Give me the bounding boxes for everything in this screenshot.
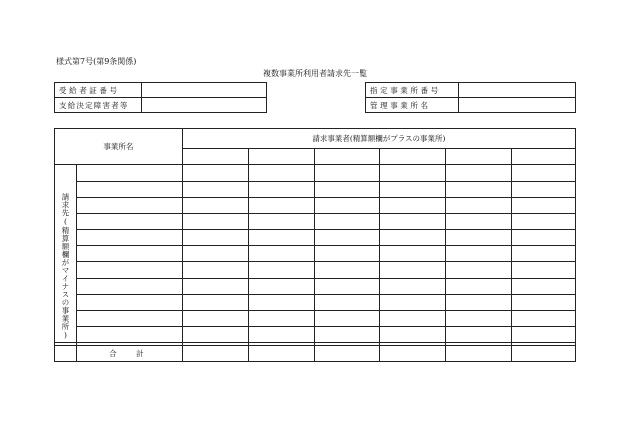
target-office-name-cell[interactable] bbox=[76, 165, 182, 182]
amount-cell[interactable] bbox=[446, 198, 512, 214]
amount-cell[interactable] bbox=[446, 214, 512, 230]
total-amount-cell[interactable] bbox=[512, 346, 576, 362]
amount-cell[interactable] bbox=[380, 182, 446, 198]
office-name-header: 事業所名 bbox=[55, 129, 183, 165]
amount-cell[interactable] bbox=[380, 165, 446, 182]
designated-office-label: 指定事業所番号 bbox=[366, 83, 459, 98]
amount-cell[interactable] bbox=[182, 165, 248, 182]
amount-cell[interactable] bbox=[512, 182, 576, 198]
amount-cell[interactable] bbox=[380, 230, 446, 246]
amount-cell[interactable] bbox=[512, 198, 576, 214]
amount-cell[interactable] bbox=[248, 182, 314, 198]
amount-cell[interactable] bbox=[182, 182, 248, 198]
managing-office-label: 管理事業所名 bbox=[366, 98, 459, 113]
amount-cell[interactable] bbox=[512, 230, 576, 246]
target-office-name-cell[interactable] bbox=[76, 326, 182, 342]
amount-cell[interactable] bbox=[248, 165, 314, 182]
target-office-name-cell[interactable] bbox=[76, 294, 182, 310]
amount-cell[interactable] bbox=[380, 294, 446, 310]
amount-cell[interactable] bbox=[446, 182, 512, 198]
amount-cell[interactable] bbox=[182, 278, 248, 294]
amount-cell[interactable] bbox=[248, 246, 314, 262]
amount-cell[interactable] bbox=[380, 278, 446, 294]
target-office-name-cell[interactable] bbox=[76, 262, 182, 278]
billing-targets-label-cell bbox=[55, 165, 77, 343]
designated-office-field[interactable] bbox=[459, 83, 576, 98]
amount-cell[interactable] bbox=[446, 326, 512, 342]
amount-cell[interactable] bbox=[248, 294, 314, 310]
amount-cell[interactable] bbox=[314, 182, 380, 198]
billing-office-name-cell[interactable] bbox=[380, 149, 446, 165]
amount-cell[interactable] bbox=[248, 278, 314, 294]
amount-cell[interactable] bbox=[380, 246, 446, 262]
total-amount-cell[interactable] bbox=[182, 346, 248, 362]
amount-cell[interactable] bbox=[314, 230, 380, 246]
billing-targets-label: 請求先(精算額欄がマイナスの事業所) bbox=[60, 193, 70, 340]
amount-cell[interactable] bbox=[314, 198, 380, 214]
amount-cell[interactable] bbox=[380, 198, 446, 214]
amount-cell[interactable] bbox=[314, 246, 380, 262]
amount-cell[interactable] bbox=[512, 294, 576, 310]
amount-cell[interactable] bbox=[512, 214, 576, 230]
table-row bbox=[55, 326, 576, 342]
amount-cell[interactable] bbox=[248, 198, 314, 214]
table-row bbox=[55, 165, 576, 182]
amount-cell[interactable] bbox=[182, 230, 248, 246]
recipient-cert-label: 受給者証番号 bbox=[55, 83, 142, 98]
billing-office-name-cell[interactable] bbox=[512, 149, 576, 165]
target-office-name-cell[interactable] bbox=[76, 198, 182, 214]
table-row bbox=[55, 182, 576, 198]
header-left-table bbox=[54, 82, 267, 113]
table-row bbox=[55, 294, 576, 310]
guardian-field[interactable] bbox=[142, 98, 267, 113]
amount-cell[interactable] bbox=[512, 262, 576, 278]
recipient-cert-field[interactable] bbox=[142, 83, 267, 98]
amount-cell[interactable] bbox=[314, 326, 380, 342]
amount-cell[interactable] bbox=[446, 246, 512, 262]
amount-cell[interactable] bbox=[248, 230, 314, 246]
amount-cell[interactable] bbox=[314, 165, 380, 182]
amount-cell[interactable] bbox=[182, 310, 248, 326]
amount-cell[interactable] bbox=[446, 294, 512, 310]
total-label: 合 計 bbox=[76, 346, 182, 362]
amount-cell[interactable] bbox=[248, 214, 314, 230]
amount-cell[interactable] bbox=[248, 326, 314, 342]
document-title: 複数事業所利用者請求先一覧 bbox=[263, 69, 367, 78]
amount-cell[interactable] bbox=[512, 310, 576, 326]
total-amount-cell[interactable] bbox=[446, 346, 512, 362]
table-row bbox=[55, 278, 576, 294]
amount-cell[interactable] bbox=[512, 326, 576, 342]
table-row bbox=[55, 310, 576, 326]
table-row bbox=[55, 262, 576, 278]
table-row bbox=[55, 230, 576, 246]
target-office-name-cell[interactable] bbox=[76, 278, 182, 294]
amount-cell[interactable] bbox=[182, 246, 248, 262]
billing-offices-header: 請求事業者(精算額欄がプラスの事業所) bbox=[182, 129, 575, 149]
target-office-name-cell[interactable] bbox=[76, 230, 182, 246]
guardian-label: 支給決定障害者等 bbox=[55, 98, 142, 113]
amount-cell[interactable] bbox=[182, 198, 248, 214]
amount-cell[interactable] bbox=[314, 262, 380, 278]
amount-cell[interactable] bbox=[380, 326, 446, 342]
amount-cell[interactable] bbox=[314, 278, 380, 294]
amount-cell[interactable] bbox=[182, 262, 248, 278]
billing-office-name-cell[interactable] bbox=[248, 149, 314, 165]
total-amount-cell[interactable] bbox=[380, 346, 446, 362]
amount-cell[interactable] bbox=[182, 326, 248, 342]
amount-cell[interactable] bbox=[380, 310, 446, 326]
amount-cell[interactable] bbox=[314, 294, 380, 310]
total-row bbox=[55, 346, 576, 362]
target-office-name-cell[interactable] bbox=[76, 214, 182, 230]
table-row bbox=[55, 214, 576, 230]
amount-cell[interactable] bbox=[380, 262, 446, 278]
header-right-table bbox=[365, 82, 576, 113]
amount-cell[interactable] bbox=[314, 310, 380, 326]
billing-table bbox=[54, 128, 576, 362]
table-row bbox=[55, 246, 576, 262]
total-amount-cell[interactable] bbox=[314, 346, 380, 362]
amount-cell[interactable] bbox=[314, 214, 380, 230]
target-office-name-cell[interactable] bbox=[76, 246, 182, 262]
amount-cell[interactable] bbox=[182, 294, 248, 310]
amount-cell[interactable] bbox=[248, 310, 314, 326]
amount-cell[interactable] bbox=[446, 278, 512, 294]
table-row bbox=[55, 198, 576, 214]
amount-cell[interactable] bbox=[446, 165, 512, 182]
amount-cell[interactable] bbox=[512, 165, 576, 182]
billing-office-name-cell[interactable] bbox=[314, 149, 380, 165]
amount-cell[interactable] bbox=[182, 214, 248, 230]
billing-office-name-cell[interactable] bbox=[182, 149, 248, 165]
amount-cell[interactable] bbox=[380, 214, 446, 230]
form-number: 様式第7号(第9条関係) bbox=[56, 57, 137, 66]
amount-cell[interactable] bbox=[512, 246, 576, 262]
amount-cell[interactable] bbox=[512, 278, 576, 294]
amount-cell[interactable] bbox=[248, 262, 314, 278]
amount-cell[interactable] bbox=[446, 310, 512, 326]
target-office-name-cell[interactable] bbox=[76, 310, 182, 326]
amount-cell[interactable] bbox=[446, 262, 512, 278]
amount-cell[interactable] bbox=[446, 230, 512, 246]
managing-office-field[interactable] bbox=[459, 98, 576, 113]
total-amount-cell[interactable] bbox=[248, 346, 314, 362]
target-office-name-cell[interactable] bbox=[76, 182, 182, 198]
billing-office-name-cell[interactable] bbox=[446, 149, 512, 165]
